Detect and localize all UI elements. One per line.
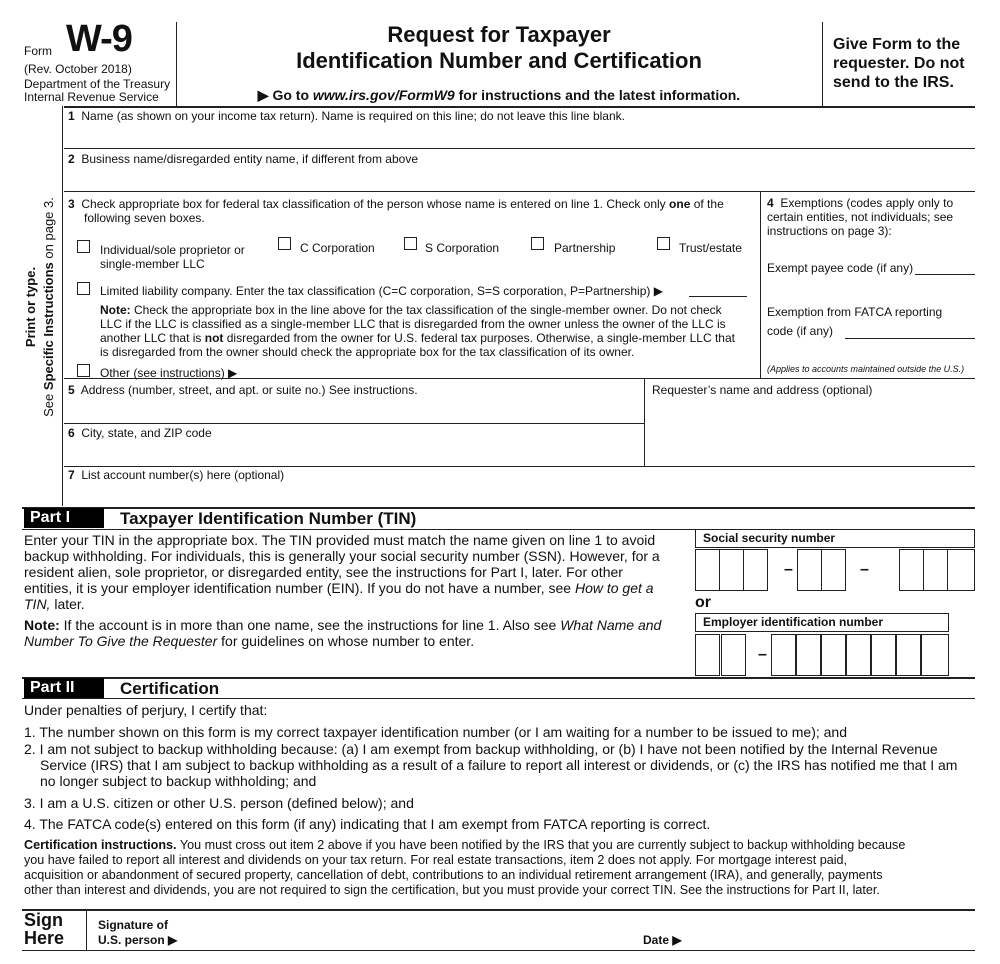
line2-label: 2 Business name/disregarded entity name, if different from above [68,152,418,166]
part1-label: Part I [24,508,104,528]
part1-text-line5: TIN, later. [24,596,85,612]
line3-label-cont: following seven boxes. [84,211,205,225]
city-state-zip-field[interactable] [64,441,644,465]
ssn-digit[interactable] [923,549,948,591]
part1-text-line3: resident alien, sole proprietor, or disregarded entity, see the instructions for Part I, later. For other [24,564,623,580]
individual-label2: single-member LLC [100,257,205,271]
individual-checkbox[interactable] [77,240,90,253]
cert-item-2-line1: 2. I am not subject to backup withholding because: (a) I am exempt from backup withholding, or (b) I have not been notified by the Internal Revenue [24,741,938,757]
llc-note-line3: another LLC that is not disregarded from the owner for U.S. federal tax purposes. Otherwise, a single-member LLC that [100,331,735,345]
trust-estate-checkbox[interactable] [657,237,670,250]
partnership-checkbox[interactable] [531,237,544,250]
ein-digit[interactable] [796,634,821,676]
form-title-line1: Request for Taxpayer [387,22,611,47]
ssn-digit[interactable] [797,549,822,591]
address-field[interactable] [64,398,644,422]
cert-item-2-line2: Service (IRS) that I am subject to backup withholding as a result of a failure to report all interest or dividends, or (c) the IRS has notified me that I am [40,757,958,773]
cert-instructions-line4: other than interest and dividends, you are not required to sign the certification, but you must provide your correct TIN. See the instructions for Part II, later. [24,883,880,897]
requester-label: Requester’s name and address (optional) [652,383,873,397]
give-form-line1: Give Form to the [833,36,961,53]
fatca-label2: code (if any) [767,324,834,338]
cert-item-1: 1. The number shown on this form is my correct taxpayer identification number (or I am waiting for a number to be issued to me); and [24,724,848,740]
exempt-payee-field[interactable] [915,274,975,275]
date-field[interactable] [690,912,975,948]
exempt-payee-label: Exempt payee code (if any) [767,261,914,275]
cert-instructions-line2: you have failed to report all interest and dividends on your tax return. For real estate transactions, item 2 does not apply. For mortgage interest paid, [24,853,848,867]
part1-note-line2: Number To Give the Requester for guidelines on whose number to enter. [24,633,475,649]
goto-instructions: ▶ Go to www.irs.gov/FormW9 for instructions and the latest information. [257,87,741,103]
give-form-line3: send to the IRS. [833,74,954,91]
ssn-digit[interactable] [743,549,768,591]
agency: Internal Revenue Service [24,90,159,104]
line1-label: 1 Name (as shown on your income tax return). Name is required on this line; do not leave this line blank. [68,109,625,123]
ssn-dash: – [860,561,869,578]
date-label: Date ▶ [643,933,682,947]
ssn-digit[interactable] [821,549,846,591]
part1-text-line2: backup withholding. For individuals, this is generally your social security number (SSN). However, for a [24,548,660,564]
ein-digit[interactable] [921,634,949,676]
ein-digit[interactable] [896,634,921,676]
ein-digit[interactable] [771,634,796,676]
exemptions-label2: certain entities, not individuals; see [767,210,954,224]
s-corporation-label: S Corporation [425,241,500,255]
other-checkbox[interactable] [77,364,90,377]
requester-field[interactable] [646,398,975,464]
part2-title: Certification [120,679,220,698]
part1-text-line1: Enter your TIN in the appropriate box. The TIN provided must match the name given on line 1 to avoid [24,532,656,548]
ssn-digit-edge [971,549,975,591]
ssn-digit[interactable] [719,549,744,591]
cert-instructions-line3: acquisition or abandonment of secured property, cancellation of debt, contributions to an individual retirement arrangement (IRA), and generally, payments [24,868,883,882]
ein-dash: – [758,646,767,663]
ein-digit[interactable] [695,634,720,676]
cert-item-3: 3. I am a U.S. citizen or other U.S. person (defined below); and [24,795,414,811]
ssn-label: Social security number [703,531,836,545]
department: Department of the Treasury [24,77,171,91]
account-numbers-field[interactable] [64,483,975,505]
cert-item-4: 4. The FATCA code(s) entered on this form (if any) indicating that I am exempt from FATCA reporting is correct. [24,816,711,832]
ssn-label-box [695,529,975,548]
irs-link[interactable]: www.irs.gov/FormW9 [312,87,455,103]
ein-digit[interactable] [871,634,896,676]
ein-digit[interactable] [721,634,746,676]
perjury-intro: Under penalties of perjury, I certify that: [24,702,268,718]
fatca-label1: Exemption from FATCA reporting [767,305,943,319]
llc-note-line2: LLC if the LLC is classified as a single-member LLC that is disregarded from the owner unless the owner of the LLC is [100,317,726,331]
sign-label: Sign [24,910,63,930]
ein-digit[interactable] [821,634,846,676]
other-label: Other (see instructions) ▶ [100,366,238,380]
c-corporation-checkbox[interactable] [278,237,291,250]
form-revision: (Rev. October 2018) [24,62,132,76]
part1-title: Taxpayer Identification Number (TIN) [120,509,417,528]
line5-label: 5 Address (number, street, and apt. or suite no.) See instructions. [68,383,418,397]
ein-digit[interactable] [846,634,871,676]
partnership-label: Partnership [554,241,616,255]
here-label: Here [24,928,65,948]
c-corporation-label: C Corporation [300,241,375,255]
llc-classification-field[interactable] [689,296,747,297]
signature-field[interactable] [190,912,630,948]
ssn-digit[interactable] [695,549,720,591]
ssn-digit[interactable] [899,549,924,591]
llc-label: Limited liability company. Enter the tax classification (C=C corporation, S=S corporation, P=Partnership) ▶ [100,284,663,298]
part2-label: Part II [24,678,104,698]
ein-label-box [695,613,949,632]
llc-note-line4: is disregarded from the owner should check the appropriate box for the tax classification of its owner. [100,345,635,359]
line6-label: 6 City, state, and ZIP code [68,426,212,440]
s-corporation-checkbox[interactable] [404,237,417,250]
line7-label: 7 List account number(s) here (optional) [68,468,285,482]
cert-item-2-line3: no longer subject to backup withholding; and [40,773,317,789]
side-instructions [22,108,62,506]
see-specific-instructions: See Specific Instructions on page 3. [41,197,56,417]
form-code: W-9 [66,18,132,60]
ssn-dash: – [784,561,793,578]
fatca-code-field[interactable] [845,338,975,339]
ssn-digit[interactable] [947,549,972,591]
fatca-note: (Applies to accounts maintained outside the U.S.) [767,364,965,374]
or-text: or [695,594,711,611]
ein-label: Employer identification number [703,615,884,629]
part1-note-line1: Note: If the account is in more than one name, see the instructions for line 1. Also see What Name and [24,617,662,633]
llc-note-line1: Note: Check the appropriate box in the line above for the tax classification of the single-member owner. Do not check [100,303,722,317]
trust-estate-label: Trust/estate [679,241,742,255]
give-form-line2: requester. Do not [833,55,965,72]
part1-text-line4: entities, it is your employer identification number (EIN). If you do not have a number, see How to get a [24,580,654,596]
line3-label: 3 Check appropriate box for federal tax classification of the person whose name is entered on line 1. Check only one of the [68,197,724,211]
print-or-type: Print or type. [23,266,38,348]
form-word: Form [24,44,52,58]
name-field[interactable] [64,124,975,148]
form-title-line2: Identification Number and Certification [296,48,702,73]
exemptions-label3: instructions on page 3): [767,224,892,238]
signature-label2: U.S. person ▶ [98,933,178,947]
signature-label1: Signature of [98,918,169,932]
business-name-field[interactable] [64,167,975,191]
individual-label1: Individual/sole proprietor or [100,243,245,257]
exemptions-label1: 4 Exemptions (codes apply only to [767,196,954,210]
llc-checkbox[interactable] [77,282,90,295]
cert-instructions-line1: Certification instructions. You must cross out item 2 above if you have been notified by the IRS that you are currently subject to backup withholding because [24,838,906,852]
